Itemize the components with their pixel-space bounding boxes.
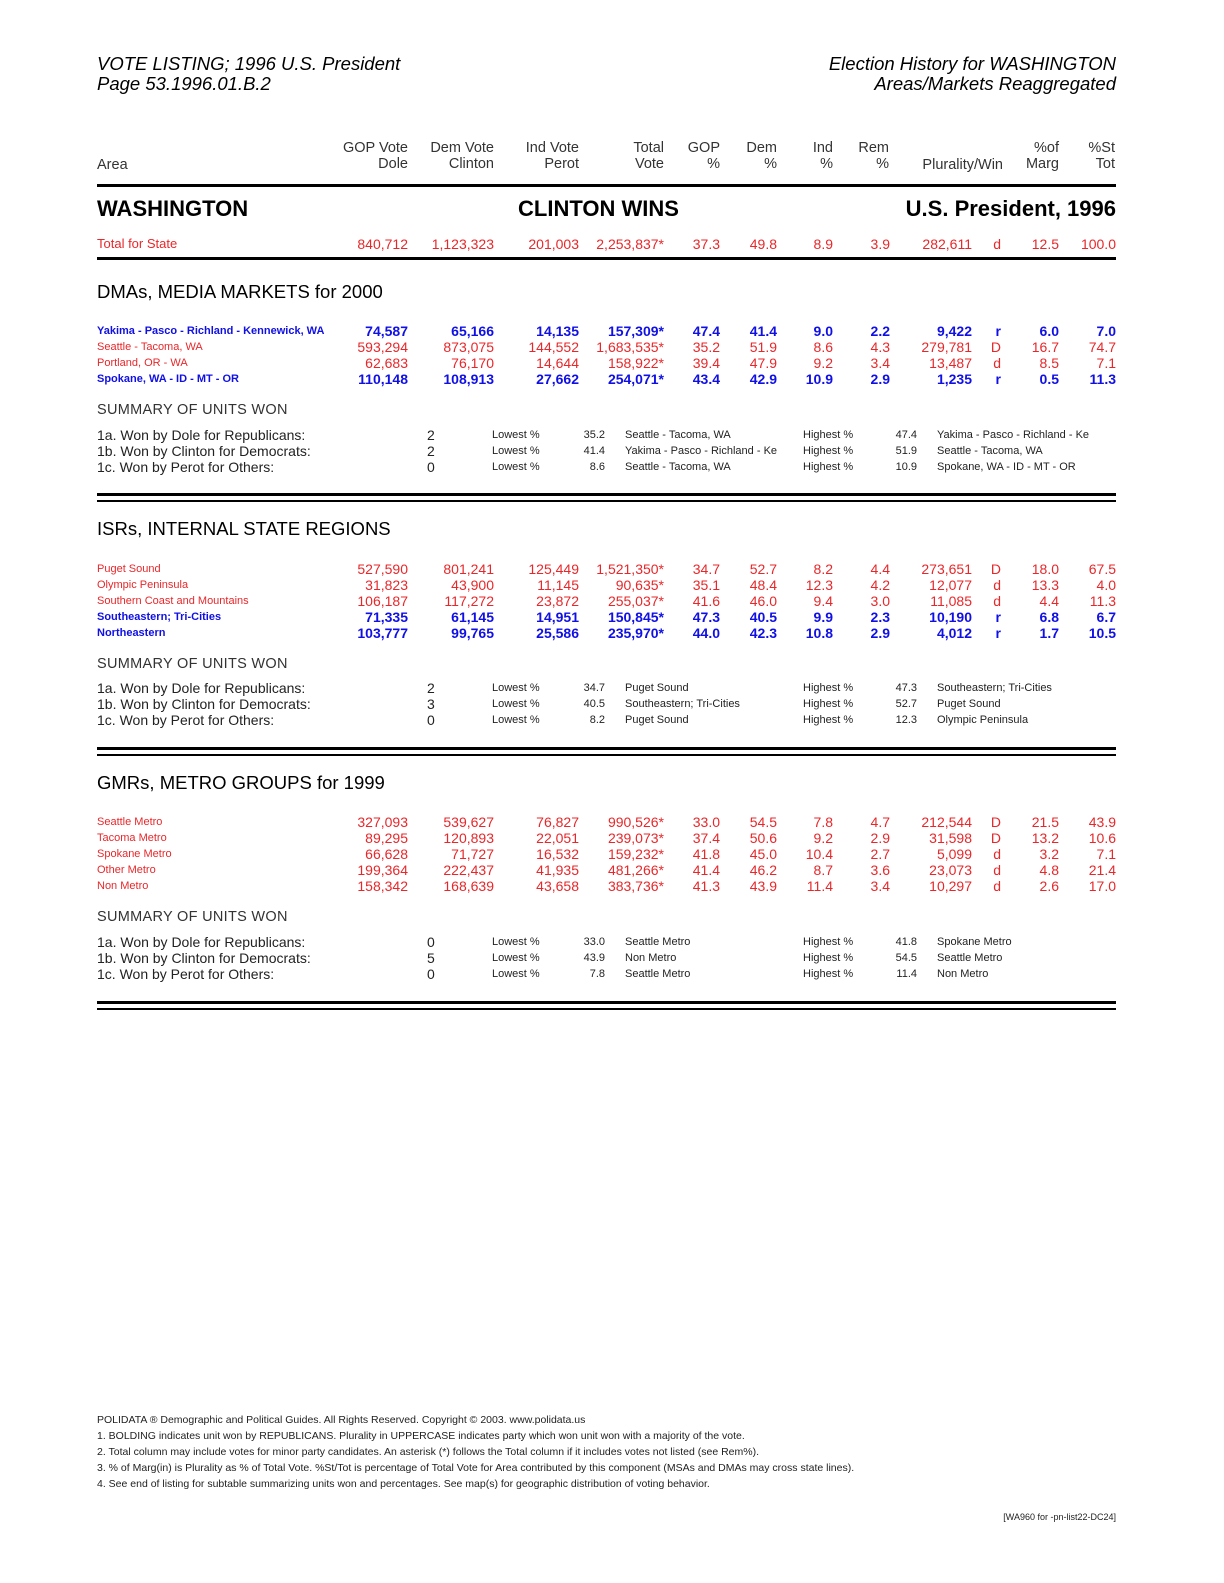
footer-note-2: 2. Total column may include votes for minor party candidates. An asterisk (*) follows the Total column if it includes votes not listed (see Rem%).: [97, 1446, 759, 1458]
ind-vote: 201,003: [528, 236, 579, 252]
history-subtitle: Areas/Markets Reaggregated: [874, 73, 1116, 94]
column-headers: [97, 140, 1116, 176]
table-row: Other Metro 199,364 222,437 41,935 481,266* 41.4 46.2 8.7 3.6 23,073 d 4.8 21.4: [97, 862, 1116, 878]
col-dem-vote: Dem Vote Clinton: [430, 140, 494, 172]
table-row: Southeastern; Tri-Cities 71,335 61,145 14,951 150,845* 47.3 40.5 9.9 2.3 10,190 r 6.8 6.7: [97, 609, 1116, 625]
row-area: Total for State: [97, 236, 178, 251]
table-row: Portland, OR - WA 62,683 76,170 14,644 158,922* 39.4 47.9 9.2 3.4 13,487 d 8.5 7.1: [97, 355, 1116, 371]
footer-note-4: 4. See end of listing for subtable summarizing units won and percentages. See map(s) for geographic distribution of voting behavior.: [97, 1478, 710, 1490]
col-total-vote: Total Vote: [633, 140, 664, 172]
state-total-rule: [97, 257, 1116, 260]
col-pct-margin: %of Marg: [1025, 140, 1059, 172]
row-area: Portland, OR - WA: [97, 357, 188, 369]
col-ind-vote: Ind Vote Perot: [525, 140, 579, 172]
plurality: 282,611: [922, 236, 972, 252]
col-plurality-win: Plurality/Win: [922, 157, 1003, 173]
listing-title: VOTE LISTING; 1996 U.S. President: [97, 53, 401, 74]
table-row: Yakima - Pasco - Richland - Kennewick, WA 74,587 65,166 14,135 157,309* 47.4 41.4 9.0 2.2 9,422 r 6.0 7.0: [97, 323, 1116, 339]
section-rule: [97, 1008, 1116, 1010]
gop-vote: 840,712: [357, 236, 408, 252]
section-rule: [97, 747, 1116, 750]
winner-label: CLINTON WINS: [518, 196, 679, 221]
summary-row: 1b. Won by Clinton for Democrats: 2 Lowest % 41.4 Yakima - Pasco - Richland - Ke Highest % 51.9 Seattle - Tacoma, WA: [97, 443, 1043, 459]
section-title-gmrs: GMRs, METRO GROUPS for 1999: [97, 772, 385, 793]
pct-state-total: 100.0: [1080, 236, 1116, 252]
history-title: Election History for WASHINGTON: [828, 53, 1116, 74]
row-area: Northeastern: [97, 627, 166, 639]
table-row: Olympic Peninsula 31,823 43,900 11,145 90,635* 35.1 48.4 12.3 4.2 12,077 d 13.3 4.0: [97, 577, 1116, 593]
row-area: Yakima - Pasco - Richland - Kennewick, WA: [97, 325, 325, 337]
section-rule: [97, 493, 1116, 496]
col-area: Area: [97, 157, 128, 173]
col-pct-state-total: %St Tot: [1088, 140, 1115, 172]
table-row: Non Metro 158,342 168,639 43,658 383,736* 41.3 43.9 11.4 3.4 10,297 d 2.6 17.0: [97, 878, 1116, 894]
section-rule: [97, 1001, 1116, 1004]
summary-title: SUMMARY OF UNITS WON: [97, 402, 288, 418]
table-row: Southern Coast and Mountains 106,187 117,272 23,872 255,037* 41.6 46.0 9.4 3.0 11,085 d 4.4 11.3: [97, 593, 1116, 609]
col-gop-pct: GOP %: [687, 140, 720, 172]
table-row: Puget Sound 527,590 801,241 125,449 1,521,350* 34.7 52.7 8.2 4.4 273,651 D 18.0 67.5: [97, 561, 1116, 577]
page-header-right: [829, 54, 1116, 94]
table-row: Northeastern 103,777 99,765 25,586 235,970* 44.0 42.3 10.8 2.9 4,012 r 1.7 10.5: [97, 625, 1116, 641]
row-area: Southeastern; Tri-Cities: [97, 611, 222, 623]
table-row: Spokane, WA - ID - MT - OR 110,148 108,913 27,662 254,071* 43.4 42.9 10.9 2.9 1,235 r 0.5 11.3: [97, 371, 1116, 387]
row-area: Tacoma Metro: [97, 832, 167, 844]
row-area: Non Metro: [97, 880, 149, 892]
table-row: Seattle - Tacoma, WA 593,294 873,075 144,552 1,683,535* 35.2 51.9 8.6 4.3 279,781 D 16.7 74.7: [97, 339, 1116, 355]
col-gop-vote: GOP Vote Dole: [342, 140, 408, 172]
summary-title: SUMMARY OF UNITS WON: [97, 656, 288, 672]
header-rule: [97, 184, 1116, 187]
pct-margin: 12.5: [1031, 236, 1059, 252]
state-name: WASHINGTON: [97, 196, 249, 221]
dem-vote: 1,123,323: [431, 236, 494, 252]
summary-row: 1a. Won by Dole for Republicans: 0 Lowest % 33.0 Seattle Metro Highest % 41.8 Spokane Metro: [97, 934, 1012, 950]
page-header-left: [97, 54, 400, 94]
section-title-dmas: DMAs, MEDIA MARKETS for 2000: [97, 281, 383, 302]
col-rem-pct: Rem %: [858, 140, 889, 172]
row-area: Southern Coast and Mountains: [97, 595, 249, 607]
table-row: Spokane Metro 66,628 71,727 16,532 159,232* 41.8 45.0 10.4 2.7 5,099 d 3.2 7.1: [97, 846, 1116, 862]
summary-row: 1c. Won by Perot for Others: 0 Lowest % 8.2 Puget Sound Highest % 12.3 Olympic Peninsula: [97, 712, 1029, 728]
row-area: Other Metro: [97, 864, 156, 876]
section-rule: [97, 500, 1116, 502]
rem-pct: 3.9: [870, 236, 890, 252]
table-row: Seattle Metro 327,093 539,627 76,827 990,526* 33.0 54.5 7.8 4.7 212,544 D 21.5 43.9: [97, 814, 1116, 830]
race-name: U.S. President, 1996: [905, 196, 1116, 221]
page-number: Page 53.1996.01.B.2: [97, 73, 271, 94]
summary-row: 1a. Won by Dole for Republicans: 2 Lowest % 34.7 Puget Sound Highest % 47.3 Southeastern; Tri-Cities: [97, 680, 1052, 696]
footer-copyright: POLIDATA ® Demographic and Political Guides. All Rights Reserved. Copyright © 2003. www.polidata.us: [97, 1414, 586, 1426]
row-area: Seattle - Tacoma, WA: [97, 341, 203, 353]
summary-row: 1b. Won by Clinton for Democrats: 5 Lowest % 43.9 Non Metro Highest % 54.5 Seattle Metro: [97, 950, 1003, 966]
gop-pct: 37.3: [692, 236, 720, 252]
summary-row: 1c. Won by Perot for Others: 0 Lowest % 7.8 Seattle Metro Highest % 11.4 Non Metro: [97, 966, 989, 982]
row-area: Spokane Metro: [97, 848, 172, 860]
dem-pct: 49.8: [749, 236, 777, 252]
section-rule: [97, 754, 1116, 756]
footer-note-3: 3. % of Marg(in) is Plurality as % of Total Vote. %St/Tot is percentage of Total Vote for Area contributed by this component (MSAs and DMAs may cross state lines).: [97, 1462, 855, 1474]
section-title-isrs: ISRs, INTERNAL STATE REGIONS: [97, 518, 391, 539]
state-total-row: [97, 236, 1116, 252]
row-area: Olympic Peninsula: [97, 579, 189, 591]
total-vote: 2,253,837*: [596, 236, 664, 252]
summary-row: 1b. Won by Clinton for Democrats: 3 Lowest % 40.5 Southeastern; Tri-Cities Highest % 52.7 Puget Sound: [97, 696, 1001, 712]
summary-row: 1c. Won by Perot for Others: 0 Lowest % 8.6 Seattle - Tacoma, WA Highest % 10.9 Spokane, WA - ID - MT - OR: [97, 459, 1076, 475]
col-ind-pct: Ind %: [812, 140, 833, 172]
row-area: Seattle Metro: [97, 816, 163, 828]
winner-code: d: [993, 236, 1001, 252]
col-dem-pct: Dem %: [746, 140, 777, 172]
footer-note-1: 1. BOLDING indicates unit won by REPUBLICANS. Plurality in UPPERCASE indicates party which won unit won with a majority of the vote.: [97, 1430, 745, 1442]
race-banner: [97, 196, 1116, 222]
summary-title: SUMMARY OF UNITS WON: [97, 909, 288, 925]
table-row: Tacoma Metro 89,295 120,893 22,051 239,073* 37.4 50.6 9.2 2.9 31,598 D 13.2 10.6: [97, 830, 1116, 846]
row-area: Puget Sound: [97, 563, 161, 575]
footer-code: [WA960 for -pn-list22-DC24]: [1003, 1512, 1116, 1522]
row-area: Spokane, WA - ID - MT - OR: [97, 373, 239, 385]
ind-pct: 8.9: [813, 236, 833, 252]
summary-row: 1a. Won by Dole for Republicans: 2 Lowest % 35.2 Seattle - Tacoma, WA Highest % 47.4 Yakima - Pasco - Richland - Ke: [97, 427, 1090, 443]
